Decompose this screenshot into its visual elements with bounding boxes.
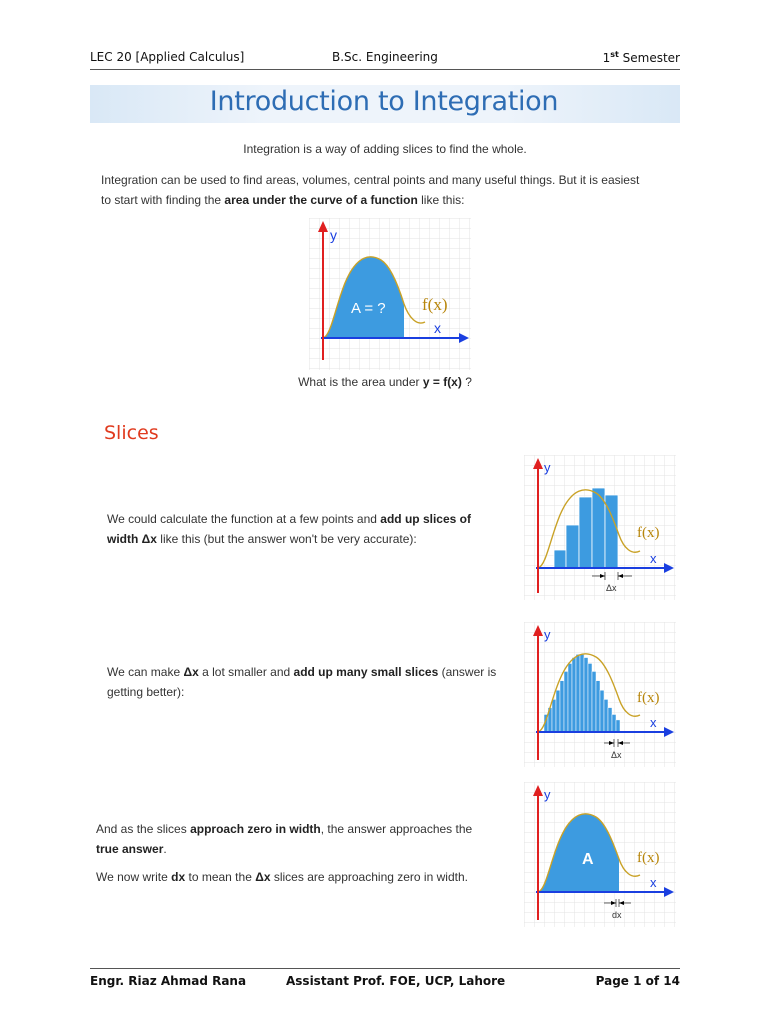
svg-text:f(x): f(x) bbox=[637, 850, 660, 866]
svg-text:y: y bbox=[544, 787, 551, 802]
page-title: Introduction to Integration bbox=[209, 86, 559, 117]
limit-area-figure bbox=[524, 782, 676, 927]
footer-author: Engr. Riaz Ahmad Rana bbox=[90, 974, 247, 988]
paragraph-1: Integration can be used to find areas, volumes, central points and many useful things. But it is easiest to start with finding the area under the curve of a function like this: bbox=[101, 173, 640, 207]
header-rule bbox=[90, 69, 680, 70]
fine-slice bbox=[584, 658, 588, 732]
header-semester: 1st Semester bbox=[602, 50, 680, 65]
fine-slice bbox=[572, 658, 576, 732]
fine-slice bbox=[560, 681, 564, 732]
fine-slice bbox=[592, 671, 596, 732]
figure-caption: What is the area under y = f(x) ? bbox=[298, 375, 472, 389]
x-axis-label: x bbox=[434, 320, 441, 336]
slice-paragraph-2: We can make Δx a lot smaller and add up many small slices (answer is getting better): bbox=[107, 665, 497, 699]
coarse-slices-figure bbox=[524, 455, 676, 600]
area-figure bbox=[309, 218, 471, 370]
fine-slice bbox=[600, 690, 604, 732]
fine-slice bbox=[580, 654, 584, 732]
y-axis-label: y bbox=[330, 227, 337, 243]
svg-text:A: A bbox=[582, 851, 594, 868]
fine-slice bbox=[568, 663, 572, 732]
svg-text:f(x): f(x) bbox=[637, 690, 660, 706]
intro-text: Integration is a way of adding slices to find the whole. bbox=[243, 142, 527, 156]
slices-heading: Slices bbox=[104, 422, 159, 444]
footer-page-number: Page 1 of 14 bbox=[595, 974, 680, 988]
footer-affiliation: Assistant Prof. FOE, UCP, Lahore bbox=[286, 974, 506, 988]
page-footer bbox=[90, 974, 680, 992]
fine-slice bbox=[588, 663, 592, 732]
svg-text:Δx: Δx bbox=[611, 750, 622, 760]
page-header bbox=[90, 50, 680, 68]
slice-paragraph-1: We could calculate the function at a few points and add up slices of width Δx like this (but the answer won't be very accurate): bbox=[107, 512, 471, 546]
function-label: f(x) bbox=[422, 295, 448, 314]
fine-slice bbox=[596, 681, 600, 732]
svg-text:x: x bbox=[650, 551, 657, 566]
fine-slice bbox=[556, 690, 560, 732]
svg-text:y: y bbox=[544, 460, 551, 475]
svg-text:y: y bbox=[544, 627, 551, 642]
fine-slice bbox=[552, 699, 556, 732]
fine-slice bbox=[576, 654, 580, 732]
svg-text:Δx: Δx bbox=[606, 583, 617, 593]
fine-slice bbox=[564, 671, 568, 732]
fine-slice bbox=[612, 714, 616, 732]
svg-text:x: x bbox=[650, 715, 657, 730]
fine-slice bbox=[616, 720, 620, 732]
header-lecture: LEC 20 [Applied Calculus] bbox=[90, 50, 245, 64]
header-program: B.Sc. Engineering bbox=[332, 50, 438, 64]
svg-text:x: x bbox=[650, 875, 657, 890]
svg-text:dx: dx bbox=[612, 910, 622, 920]
fine-slice bbox=[604, 699, 608, 732]
slice-paragraph-3: And as the slices approach zero in width, the answer approaches the true answer. bbox=[96, 822, 473, 856]
area-label: A = ? bbox=[351, 300, 386, 317]
slice-paragraph-4: We now write dx to mean the Δx slices are approaching zero in width. bbox=[96, 870, 468, 884]
fine-slices-figure bbox=[524, 622, 676, 767]
fine-slice bbox=[608, 708, 612, 732]
footer-rule bbox=[90, 968, 680, 969]
svg-text:f(x): f(x) bbox=[637, 525, 660, 541]
